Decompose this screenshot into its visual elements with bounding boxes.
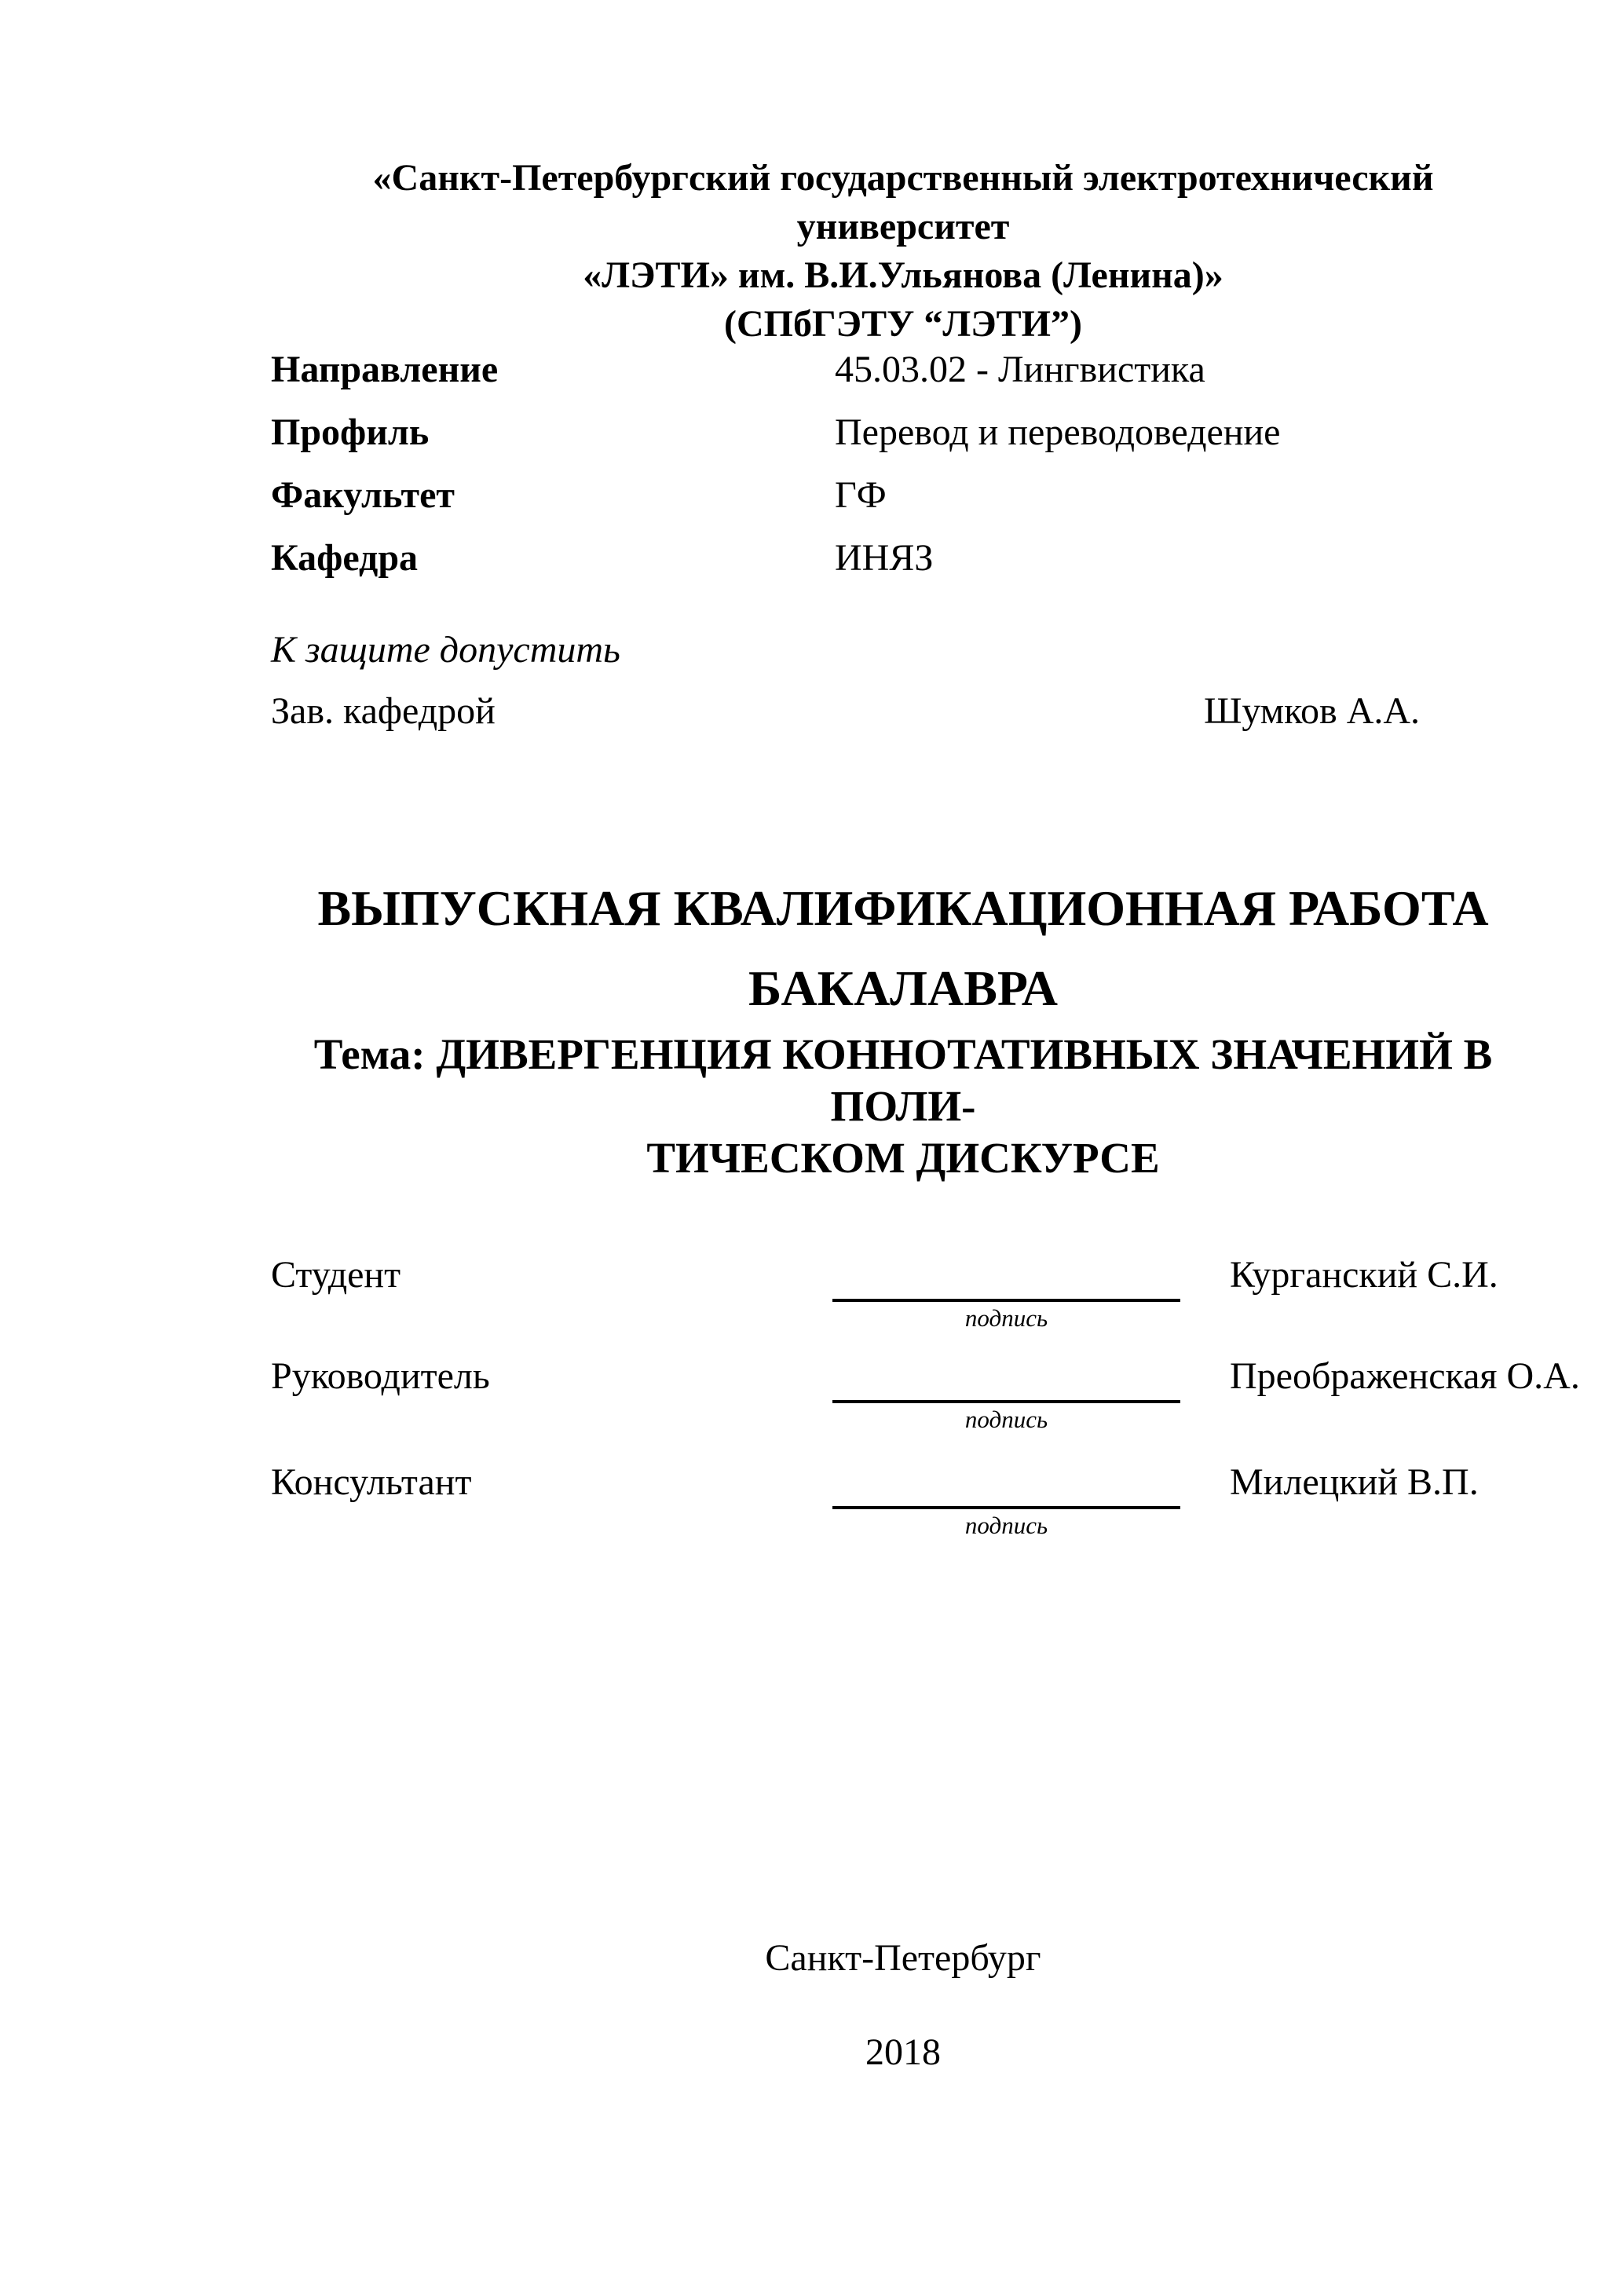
- program-fields: [271, 348, 1535, 599]
- university-name-line1: «Санкт-Петербургский государственный электротехнический университет: [372, 157, 1434, 247]
- university-abbreviation: (СПбГЭТУ “ЛЭТИ”): [724, 303, 1082, 345]
- supervisor-signature-caption: подпись: [964, 1406, 1048, 1433]
- thesis-theme: [271, 1029, 1535, 1184]
- admission-phrase: К защите допустить: [271, 629, 620, 671]
- work-title-line2: БАКАЛАВРА: [748, 960, 1059, 1016]
- theme-line2: ТИЧЕСКОМ ДИСКУРСЕ: [646, 1134, 1160, 1182]
- admission-row: [271, 689, 1535, 733]
- faculty-label: Факультет: [271, 474, 455, 516]
- field-row-direction: [271, 348, 1535, 411]
- consultant-label: Консультант: [271, 1461, 472, 1503]
- consultant-name: Милецкий В.П.: [1230, 1461, 1479, 1503]
- signature-row-student: [271, 1253, 1535, 1347]
- direction-value: 45.03.02 - Лингвистика: [835, 349, 1205, 390]
- footer-year: 2018: [865, 2031, 941, 2073]
- head-of-department-label: Зав. кафедрой: [271, 690, 496, 732]
- work-title-line1: ВЫПУСКНАЯ КВАЛИФИКАЦИОННАЯ РАБОТА: [317, 880, 1489, 936]
- consultant-signature-caption: подпись: [964, 1512, 1048, 1539]
- university-header: [271, 154, 1535, 349]
- theme-line1: Тема: ДИВЕРГЕНЦИЯ КОННОТАТИВНЫХ ЗНАЧЕНИЙ В ПОЛИ-: [313, 1030, 1493, 1130]
- field-row-profile: [271, 411, 1535, 473]
- supervisor-label: Руководитель: [271, 1355, 490, 1397]
- student-label: Студент: [271, 1254, 401, 1296]
- profile-label: Профиль: [271, 411, 430, 453]
- university-name-line2: «ЛЭТИ» им. В.И.Ульянова (Ленина)»: [583, 254, 1223, 296]
- student-name: Курганский С.И.: [1230, 1254, 1498, 1296]
- head-of-department-name: Шумков А.А.: [1204, 690, 1421, 732]
- supervisor-signature-line: [832, 1400, 1180, 1403]
- signature-row-supervisor: [271, 1355, 1580, 1449]
- faculty-value: ГФ: [835, 474, 887, 516]
- field-row-department: [271, 536, 1535, 599]
- department-label: Кафедра: [271, 537, 419, 579]
- page-content: [271, 0, 1580, 2296]
- footer-city: Санкт-Петербург: [765, 1937, 1041, 1979]
- profile-value: Перевод и переводоведение: [835, 411, 1281, 453]
- department-value: ИНЯЗ: [835, 537, 934, 579]
- student-signature-line: [832, 1299, 1180, 1302]
- signature-row-consultant: [271, 1461, 1535, 1555]
- student-signature-caption: подпись: [964, 1304, 1048, 1332]
- supervisor-name: Преображенская О.А.: [1230, 1355, 1580, 1397]
- direction-label: Направление: [271, 349, 499, 390]
- field-row-faculty: [271, 473, 1535, 536]
- consultant-signature-line: [832, 1506, 1180, 1509]
